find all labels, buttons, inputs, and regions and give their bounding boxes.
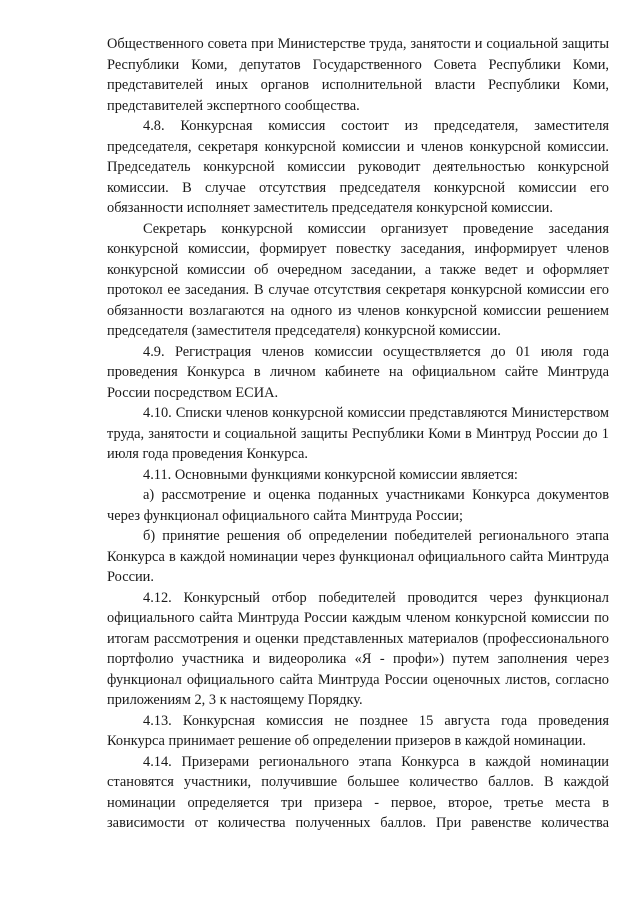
document-body bbox=[107, 34, 609, 834]
paragraph-secretary: Секретарь конкурсной комиссии организует проведение заседания конкурсной комиссии, формирует повестку заседания, информирует членов конкурсной комиссии об очередном заседании, а также ведет и оформляет протокол ее заседания. В случае отсутствия секретаря конкурсной комиссии его обязанности возлагаются на одного из членов конкурсной комиссии решением председателя (заместителя председателя) конкурсной комиссии. bbox=[107, 220, 609, 339]
paragraph-continuation: Общественного совета при Министерстве труда, занятости и социальной защиты Республики Коми, депутатов Государственного Совета Республики Коми, представителей иных органов исполнительной власти Республики Коми, представителей экспертного сообщества. bbox=[107, 36, 609, 114]
paragraph-4-12: 4.12. Конкурсный отбор победителей проводится через функционал официального сайта Минтруда России каждым членом конкурсной комиссии по итогам рассмотрения и оценки представленных материалов (профессионального портфолио участника и видеоролика «Я - профи») путем заполнения через функционал официального сайта Минтруда России оценочных листов, согласно приложениям 2, 3 к настоящему Порядку. bbox=[107, 589, 609, 708]
paragraph-4-13: 4.13. Конкурсная комиссия не позднее 15 августа года проведения Конкурса принимает решение об определении призеров в каждой номинации. bbox=[107, 712, 609, 749]
paragraph-4-10: 4.10. Списки членов конкурсной комиссии представляются Министерством труда, занятости и социальной защиты Республики Коми в Минтруд России до 1 июля года проведения Конкурса. bbox=[107, 405, 609, 462]
paragraph-4-9: 4.9. Регистрация членов комиссии осуществляется до 01 июля года проведения Конкурса в личном кабинете на официальном сайте Минтруда России посредством ЕСИА. bbox=[107, 343, 609, 401]
paragraph-item-b: б) принятие решения об определении победителей регионального этапа Конкурса в каждой номинации через функционал официального сайта Минтруда России. bbox=[107, 528, 609, 585]
paragraph-4-14: 4.14. Призерами регионального этапа Конкурса в каждой номинации становятся участники, получившие большее количество баллов. В каждой номинации определяется три призера - первое, второе, третье места в зависимости от количества полученных баллов. При равенстве количества bbox=[107, 753, 609, 831]
paragraph-4-8: 4.8. Конкурсная комиссия состоит из председателя, заместителя председателя, секретаря конкурсной комиссии и членов конкурсной комиссии. Председатель конкурсной комиссии руководит деятельностью конкурсной комиссии. В случае отсутствия председателя конкурсной комиссии его обязанности исполняет заместитель председателя конкурсной комиссии. bbox=[107, 118, 609, 216]
paragraph-item-a: а) рассмотрение и оценка поданных участниками Конкурса документов через функционал официального сайта Минтруда России; bbox=[107, 487, 609, 524]
paragraph-4-11: 4.11. Основными функциями конкурсной комиссии является: bbox=[143, 466, 518, 483]
